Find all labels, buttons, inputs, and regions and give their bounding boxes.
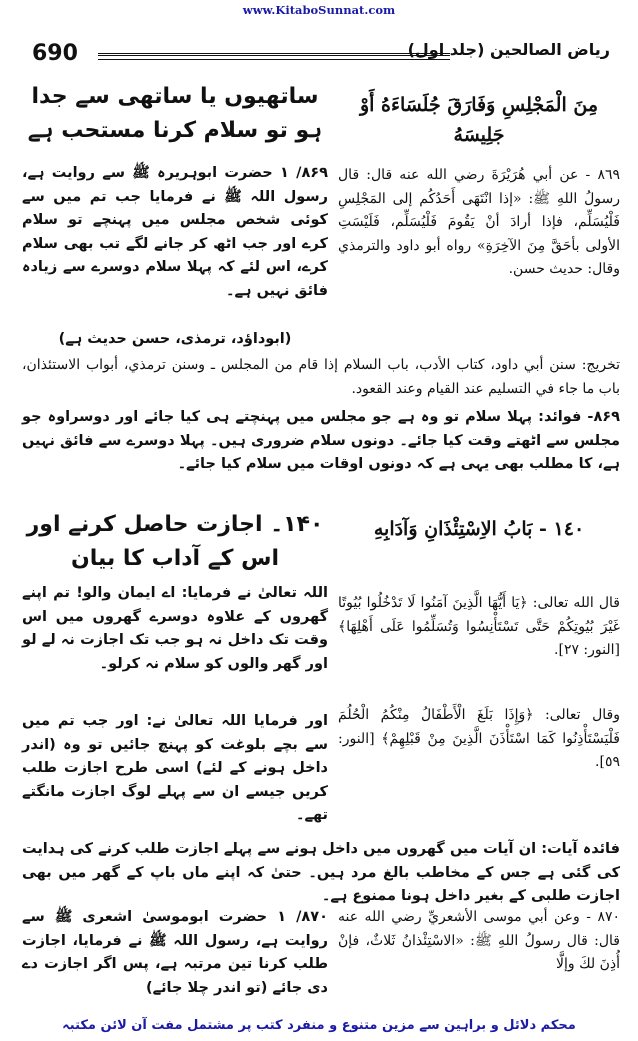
header-rule xyxy=(98,53,450,60)
section1-title-arabic: مِنَ الْمَجْلِسِ وَفَارَقَ جُلَسَاءَهُ أَوْ جَلِيسَهُ xyxy=(359,94,598,146)
book-title: ریاض الصالحین (جلد اول) xyxy=(407,40,610,59)
verse-1-arabic: قال الله تعالى: ﴿يَا أَيُّهَا الَّذِينَ آمَنُوا لَا تَدْخُلُوا بُيُوتًا غَيْرَ بُيُوتِكُمْ حَتَّى تَسْتَأْنِسُوا وَتُسَلِّمُوا عَلَى أَهْلِهَا﴾ [النور: ٢٧]. xyxy=(338,595,620,658)
verse-1-urdu: اللہ تعالیٰ نے فرمایا: اے ایمان والو! تم اپنے گھروں کے علاوہ دوسرے گھروں میں اس وقت تک داخل نہ ہو جب تک اجازت نہ لے لو اور گھر والوں کو سلام نہ کرلو۔ xyxy=(22,585,328,672)
verse-2-urdu: اور فرمایا اللہ تعالیٰ نے: اور جب تم میں سے بچے بلوغت کو پہنچ جائیں تو وہ (اندر داخل ہونے کے لئے) اسی طرح اجازت طلب کریں جیسے ان سے پہلے لوگ اجازت مانگتے تھے۔ xyxy=(22,713,328,823)
hadith-870-arabic: ٨٧٠ - وعن أبي موسى الأشعريِّ رضي الله عنه قال: قال رسولُ اللهِ ﷺ: «الاسْتِئْذانُ ثَلاثٌ، فإنْ أُذِنَ لكَ وإلَّا xyxy=(338,909,620,972)
fawaid-869: ۸۶۹- فوائد: پہلا سلام تو وہ ہے جو مجلس میں پہنچتے ہی کیا جائے اور دوسراوہ جو مجلس سے اٹھتے وقت کیا جائے۔ دونوں سلام ضروری ہیں۔ پہلا دوسرے سے فائق نہیں ہے، کا مطلب بھی یہی ہے کہ دونوں اوقات میں سلام کیا جائے۔ xyxy=(22,409,620,472)
takhrij: تخريج: سنن أبي داود، كتاب الأدب، باب السلام إذا قام من المجلس ـ وسنن ترمذي، أبواب الاستئذان، باب ما جاء في التسليم عند القيام وعند القعود. xyxy=(22,357,620,397)
hadith-870-urdu: ۸۷۰/ ۱ حضرت ابوموسیٰ اشعری ﷺ سے روایت ہے، رسول اللہ ﷺ نے فرمایا، اجازت طلب کرنا تین مرتبہ ہے، پس اگر اجازت دے دی جائے (تو اندر چلا جائے) xyxy=(22,909,328,996)
hadith-869-arabic: ٨٦٩ - عن أبي هُرَيْرَةَ رضي الله عنه قال: قال رسولُ اللهِ ﷺ: «إذا انْتَهَى أَحَدُكُم إلى المَجْلِسِ فَلْيُسَلِّم، فإذا أرادَ أنْ يَقُومَ فَلْيُسَلِّم، فَلَيْسَتِ الأولى بأحَقَّ مِنَ الآخِرَةِ» رواه أبو داود والترمذي وقال: حديث حسن. xyxy=(338,167,620,277)
hadith-869-source: (ابوداؤد، ترمذی، حسن حدیث ہے) xyxy=(58,331,292,347)
section1-title-urdu: ساتھیوں یا ساتھی سے جدا ہو تو سلام کرنا مستحب ہے xyxy=(27,84,323,143)
verse-2-arabic: وقال تعالى: ﴿وَإِذَا بَلَغَ الْأَطْفَالُ مِنْكُمُ الْحُلُمَ فَلْيَسْتَأْذِنُوا كَمَا اسْتَأْذَنَ الَّذِينَ مِنْ قَبْلِهِمْ﴾ [النور: ٥٩]. xyxy=(338,707,620,770)
page-number: 690 xyxy=(32,41,78,66)
footer-banner[interactable]: محکم دلائل و براہین سے مزین متنوع و منفرد کتب پر مشتمل مفت آن لائن مکتبہ xyxy=(62,1018,576,1033)
section2-title-arabic: ١٤٠ - بَابُ الاِسْتِئْذَانِ وَآدَابِهِ xyxy=(373,518,585,540)
fawaid-ayat: فائدہ آیات: ان آیات میں گھروں میں داخل ہونے سے پہلے اجازت طلب کرنے کی ہدایت کی گئی ہے جس کے مخاطب بالغ مرد ہیں۔ حتیٰ کہ اپنے ماں باپ کے گھر میں بھی اجازت طلبی کے بغیر داخل ہونا ممنوع ہے۔ xyxy=(22,841,620,904)
site-url[interactable]: www.KitaboSunnat.com xyxy=(242,3,396,17)
hadith-869-urdu: ۸۶۹/ ۱ حضرت ابوہریرہ ﷺ سے روایت ہے، رسول اللہ ﷺ نے فرمایا جب تم میں سے کوئی شخص مجلس میں پہنچے تو سلام کرے اور جب اٹھ کر جانے لگے تب بھی سلام کرے، اس لئے کہ پہلا سلام دوسرے سے زیادہ فائق نہیں ہے۔ xyxy=(22,165,328,299)
section2-title-urdu: ۱۴۰۔ اجازت حاصل کرنے اور اس کے آداب کا بیان xyxy=(26,512,324,571)
